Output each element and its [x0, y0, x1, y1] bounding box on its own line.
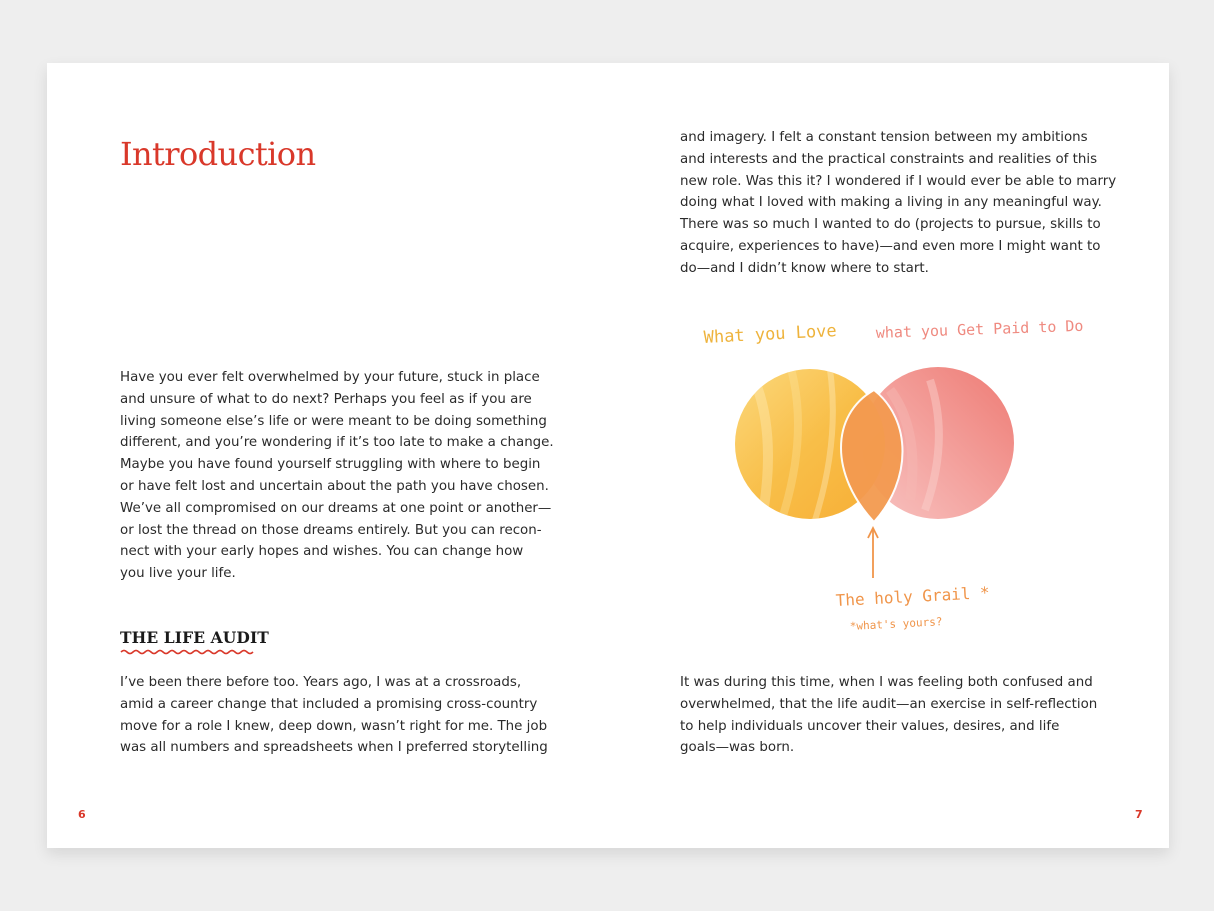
life-audit-paragraph	[120, 672, 548, 759]
text-line: and imagery. I felt a constant tension between my ambitions	[680, 130, 1088, 145]
text-line: new role. Was this it? I wondered if I would ever be able to marry	[680, 173, 1117, 189]
section-heading: THE LIFE AUDIT	[120, 628, 269, 647]
text-line: We’ve all compromised on our dreams at one point or another—	[120, 500, 552, 516]
text-line: acquire, experiences to have)—and even more I might want to	[680, 238, 1101, 254]
text-line: There was so much I wanted to do (projects to pursue, skills to	[680, 217, 1101, 233]
page-number-right: 7	[1135, 808, 1143, 821]
page-title: Introduction	[120, 135, 316, 173]
page-number-left: 6	[78, 808, 86, 821]
text-line: goals—was born.	[680, 740, 795, 756]
venn-diagram-illustration	[690, 310, 1110, 650]
text-line: living someone else’s life or were meant to be doing something	[120, 413, 547, 429]
label-what-you-get-paid: what you Get Paid to Do	[875, 316, 1084, 342]
label-whats-yours: *what's yours?	[849, 615, 943, 633]
text-line: different, and you’re wondering if it’s too late to make a change.	[120, 435, 554, 451]
text-line: overwhelmed, that the life audit—an exercise in self-reflection	[680, 696, 1098, 712]
label-holy-grail: The holy Grail *	[835, 582, 991, 610]
intro-paragraph	[120, 367, 554, 585]
text-line: to help individuals uncover their values, desires, and life	[680, 718, 1060, 734]
continued-paragraph	[680, 127, 1116, 280]
text-line: Have you ever felt overwhelmed by your future, stuck in place	[120, 370, 540, 385]
label-what-you-love: What you Love	[703, 321, 838, 348]
text-line: It was during this time, when I was feeling both confused and	[680, 675, 1093, 690]
text-line: Maybe you have found yourself struggling with where to begin	[120, 457, 541, 473]
text-line: doing what I loved with making a living in any meaningful way.	[680, 195, 1102, 211]
text-line: amid a career change that included a promising cross-country	[120, 696, 538, 712]
arrow-icon	[868, 528, 878, 578]
text-line: or have felt lost and uncertain about the path you have chosen.	[120, 478, 549, 494]
text-line: and interests and the practical constraints and realities of this	[680, 151, 1098, 167]
squiggle-underline	[120, 648, 254, 656]
text-line: and unsure of what to do next? Perhaps you feel as if you are	[120, 391, 532, 407]
closing-paragraph	[680, 672, 1097, 759]
text-line: or lost the thread on those dreams entirely. But you can recon-	[120, 522, 542, 538]
text-line: nect with your early hopes and wishes. You can change how	[120, 544, 524, 560]
text-line: was all numbers and spreadsheets when I preferred storytelling	[120, 740, 548, 756]
text-line: do—and I didn’t know where to start.	[680, 260, 929, 276]
text-line: I’ve been there before too. Years ago, I was at a crossroads,	[120, 675, 522, 690]
text-line: move for a role I knew, deep down, wasn’t right for me. The job	[120, 718, 548, 734]
text-line: you live your life.	[120, 566, 236, 582]
